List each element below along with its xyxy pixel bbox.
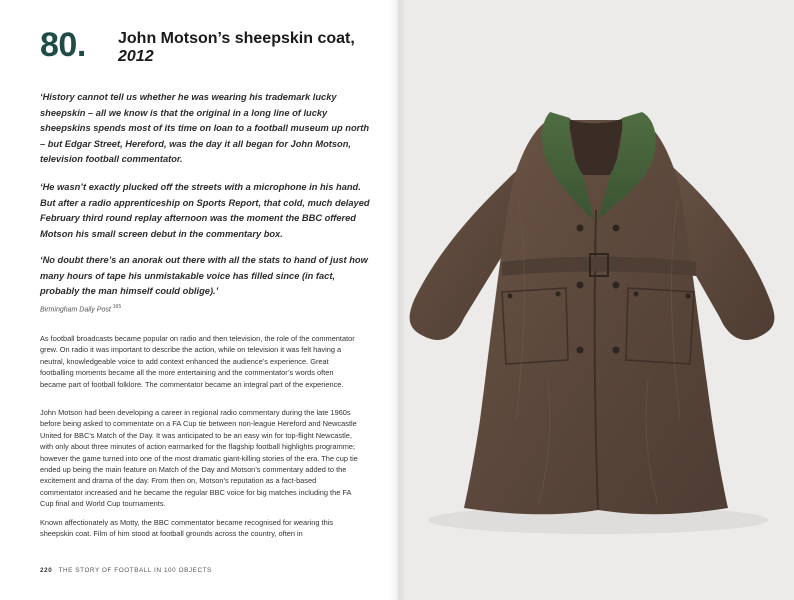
- quote-paragraph: ‘He wasn’t exactly plucked off the streets with a microphone in his hand. But after a radio apprenticeship on Sports Report, that cold, much delayed February third round replay afternoon was the moment the BBC offered Motson his small screen debut in the commentary box.: [40, 182, 370, 239]
- body-paragraph: Known affectionately as Motty, the BBC commentator became recognised for wearing this sheepskin coat. Film of him stood at football grounds across the country, often in: [40, 518, 334, 539]
- quote-paragraph: ‘History cannot tell us whether he was wearing his trademark lucky sheepskin – all we know is that the original in a long line of lucky sheepskins spends most of its time on loan to a football museum up north – but Edgar Street, Hereford, was the day it all began for John Motson, television football commentator.: [40, 92, 370, 164]
- title-text: John Motson’s sheepskin coat,: [118, 30, 355, 47]
- quote-paragraph: ‘No doubt there’s an anorak out there with all the stats to hand of just how many hours of tape his unmistakable voice has filled since (in fact, probably the man himself could oblige).’: [40, 255, 368, 296]
- right-page-photo: [398, 0, 794, 600]
- sheepskin-coat-photo: [398, 0, 794, 600]
- body-paragraph: John Motson had been developing a career in regional radio commentary during the late 1960s before being asked to commentate on a FA Cup tie between non-league Hereford and Newcastle United for BBC’s Match of the Day. It was anticipated to be an easy win for top-flight Newcastle, with only about three minutes of action earmarked for the flagship football highlights programme; however the game turned into one of the most dramatic giant-killing stories of the era. The cup tie ended up being the main feature on Match of the Day and Motson’s commentary added to the excitement and drama of the day. From then on, Motson’s reputation as a fact-based commentator increased and he became the regular BBC voice for big matches including the FA Cup final and World Cup tournaments.: [40, 408, 358, 509]
- coat-shadow: [428, 506, 768, 534]
- quote-source: [40, 304, 121, 313]
- object-number: 80.: [40, 26, 86, 64]
- source-name: Birmingham Daily Post: [40, 306, 111, 314]
- object-title: [118, 30, 378, 66]
- book-gutter: [390, 0, 404, 600]
- source-footnote-ref: 165: [112, 304, 122, 310]
- book-title: THE STORY OF FOOTBALL IN 100 OBJECTS: [58, 567, 212, 574]
- page-number: 220: [40, 567, 53, 574]
- page-footer: [40, 567, 212, 574]
- body-paragraph: As football broadcasts became popular on radio and then television, the role of the commentator grew. On radio it was important to describe the action, while on television it was felt having a neutral, knowledgeable voice to add context enhanced the audience’s experience. Great footballing moments became all the more entertaining and the commentator’s words often became part of football folklore. The commentator became an integral part of the experience.: [40, 334, 355, 389]
- title-year: 2012: [118, 48, 154, 65]
